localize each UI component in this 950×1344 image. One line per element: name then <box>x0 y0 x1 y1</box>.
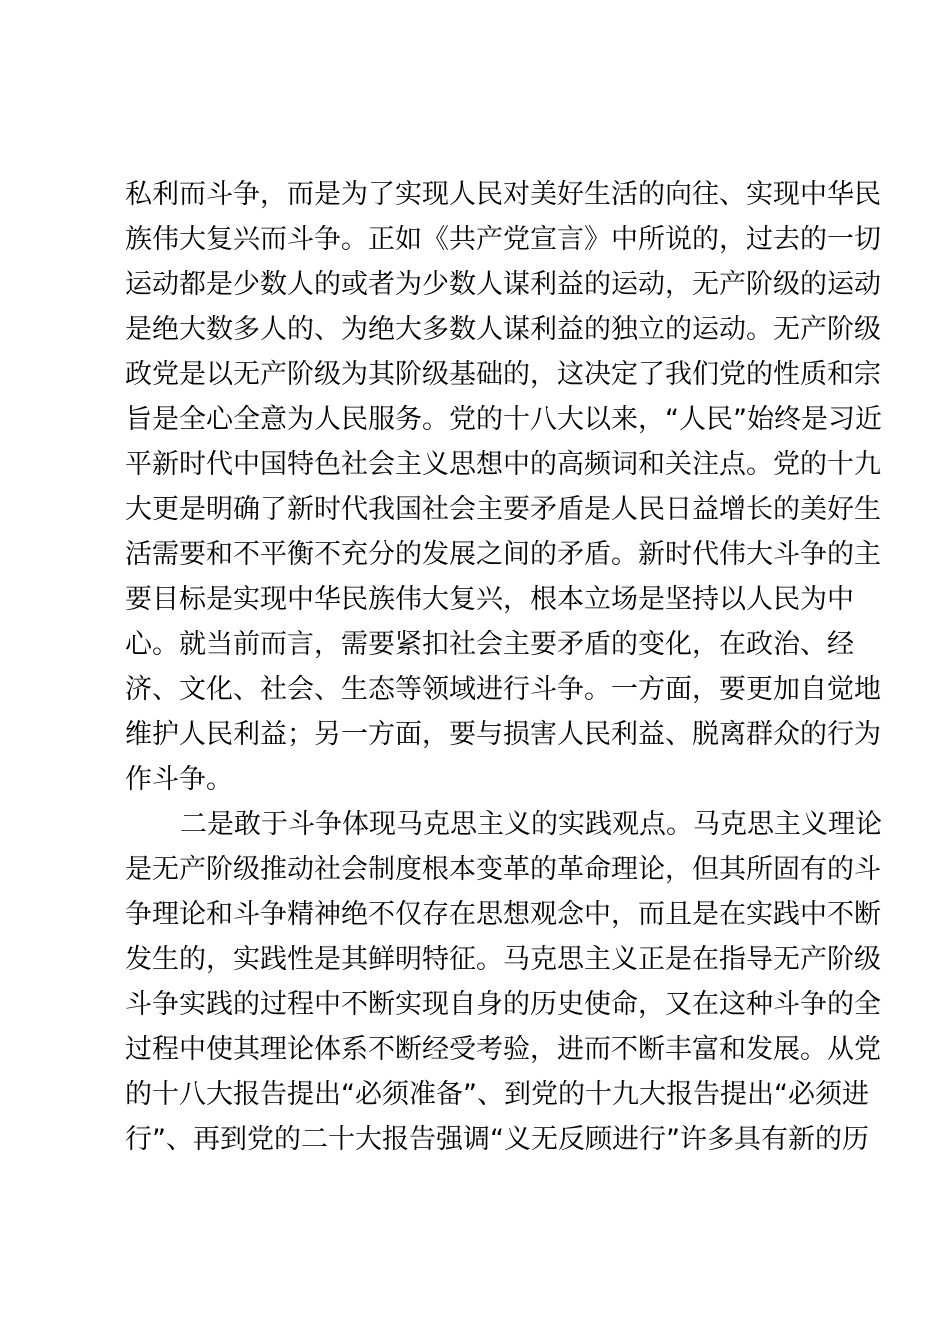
paragraph-2-line-6: 过程中使其理论体系不断经受考验，进而不断丰富和发展。从党 <box>125 1034 881 1065</box>
paragraph-2-line-8: 行”、再到党的二十大报告强调“义无反顾进行”许多具有新的历 <box>125 1124 869 1155</box>
paragraph-1-line-7: 平新时代中国特色社会主义思想中的高频词和关注点。党的十九 <box>125 449 881 480</box>
paragraph-1-line-4: 是绝大数多人的、为绝大多数人谋利益的独立的运动。无产阶级 <box>125 314 881 345</box>
paragraph-1-line-1: 私利而斗争，而是为了实现人民对美好生活的向往、实现中华民 <box>125 179 881 210</box>
paragraph-1-line-14: 作斗争。 <box>125 764 233 795</box>
paragraph-2-line-2: 是无产阶级推动社会制度根本变革的革命理论，但其所固有的斗 <box>125 854 881 885</box>
paragraph-1-line-12: 济、文化、社会、生态等领域进行斗争。一方面，要更加自觉地 <box>125 674 881 705</box>
paragraph-1-line-9: 活需要和不平衡不充分的发展之间的矛盾。新时代伟大斗争的主 <box>125 539 881 570</box>
paragraph-2-line-3: 争理论和斗争精神绝不仅存在思想观念中，而且是在实践中不断 <box>125 899 881 930</box>
paragraph-1-line-3: 运动都是少数人的或者为少数人谋利益的运动，无产阶级的运动 <box>125 269 881 300</box>
paragraph-1-line-10: 要目标是实现中华民族伟大复兴，根本立场是坚持以人民为中 <box>125 584 854 615</box>
paragraph-2-line-4: 发生的，实践性是其鲜明特征。马克思主义正是在指导无产阶级 <box>125 944 881 975</box>
paragraph-1-line-2: 族伟大复兴而斗争。正如《共产党宣言》中所说的，过去的一切 <box>125 224 881 255</box>
paragraph-1-line-6: 旨是全心全意为人民服务。党的十八大以来，“人民”始终是习近 <box>125 404 882 435</box>
paragraph-1-line-13: 维护人民利益；另一方面，要与损害人民利益、脱离群众的行为 <box>125 719 881 750</box>
paragraph-1-line-5: 政党是以无产阶级为其阶级基础的，这决定了我们党的性质和宗 <box>125 359 881 390</box>
paragraph-2-line-1: 二是敢于斗争体现马克思主义的实践观点。马克思主义理论 <box>180 809 882 840</box>
paragraph-1-line-11: 心。就当前而言，需要紧扣社会主要矛盾的变化，在政治、经 <box>125 629 854 660</box>
paragraph-2-line-7: 的十八大报告提出“必须准备”、到党的十九大报告提出“必须进 <box>125 1079 869 1110</box>
paragraph-1-line-8: 大更是明确了新时代我国社会主要矛盾是人民日益增长的美好生 <box>125 494 881 525</box>
paragraph-2-line-5: 斗争实践的过程中不断实现自身的历史使命，又在这种斗争的全 <box>125 989 881 1020</box>
